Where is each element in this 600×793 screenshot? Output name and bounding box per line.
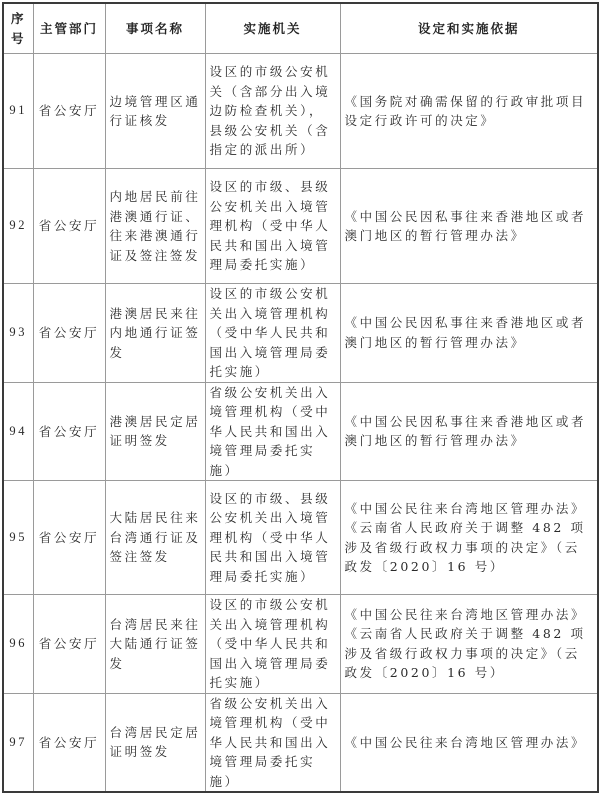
cell-serial-number: 97 [3,693,33,792]
cell-legal-basis [340,481,598,595]
table-header-row [3,3,598,54]
cell-legal-basis [340,595,598,694]
cell-item-name: 港澳居民定居证明签发 [105,382,205,481]
table-row [3,169,598,284]
cell-implementing-agency: 省级公安机关出入境管理机构（受中华人民共和国出入境管理局委托实施） [205,382,340,481]
cell-legal-basis [340,693,598,792]
header-implementing-agency: 实施机关 [205,3,340,54]
cell-item-name: 港澳居民来往内地通行证签发 [105,284,205,383]
header-legal-basis: 设定和实施依据 [340,3,598,54]
legal-basis-line: 《国务院对确需保留的行政审批项目设定行政许可的决定》 [344,93,587,128]
cell-implementing-agency: 设区的市级、县级公安机关出入境管理机构（受中华人民共和国出入境管理局委托实施） [205,169,340,284]
cell-serial-number: 92 [3,169,33,284]
cell-department: 省公安厅 [33,284,105,383]
cell-legal-basis [340,169,598,284]
table-row [3,382,598,481]
cell-legal-basis [340,54,598,169]
legal-basis-line: 《中国公民因私事往来香港地区或者澳门地区的暂行管理办法》 [344,413,587,449]
table-row [3,54,598,169]
cell-implementing-agency: 设区的市级公安机关（含部分出入境边防检查机关），县级公安机关（含指定的派出所） [205,54,340,169]
cell-serial-number: 91 [3,54,33,169]
legal-basis-line: 《中国公民往来台湾地区管理办法》 [344,734,587,750]
table-row [3,284,598,383]
administrative-items-table [2,2,599,793]
legal-basis-line: 《云南省人民政府关于调整 482 项涉及省级行政权力事项的决定》（云政发〔2020〕16 号） [344,520,586,574]
cell-department: 省公安厅 [33,169,105,284]
cell-serial-number: 93 [3,284,33,383]
cell-item-name: 台湾居民来往大陆通行证签发 [105,595,205,694]
cell-legal-basis [340,284,598,383]
legal-basis-line: 《中国公民往来台湾地区管理办法》 [344,500,587,516]
cell-item-name: 边境管理区通行证核发 [105,54,205,169]
table-row [3,595,598,694]
header-department: 主管部门 [33,3,105,54]
cell-department: 省公安厅 [33,595,105,694]
table-row [3,693,598,792]
table-row [3,481,598,595]
cell-serial-number: 96 [3,595,33,694]
cell-implementing-agency: 设区的市级公安机关出入境管理机构（受中华人民共和国出入境管理局委托实施） [205,284,340,383]
cell-implementing-agency: 省级公安机关出入境管理机构（受中华人民共和国出入境管理局委托实施） [205,693,340,792]
cell-implementing-agency: 设区的市级、县级公安机关出入境管理机构（受中华人民共和国出入境管理局委托实施） [205,481,340,595]
cell-serial-number: 95 [3,481,33,595]
cell-serial-number: 94 [3,382,33,481]
cell-item-name: 大陆居民往来台湾通行证及签注签发 [105,481,205,595]
cell-legal-basis [340,382,598,481]
legal-basis-line: 《中国公民因私事往来香港地区或者澳门地区的暂行管理办法》 [344,208,587,243]
cell-item-name: 内地居民前往港澳通行证、往来港澳通行证及签注签发 [105,169,205,284]
legal-basis-line: 《中国公民因私事往来香港地区或者澳门地区的暂行管理办法》 [344,315,587,350]
cell-item-name: 台湾居民定居证明签发 [105,693,205,792]
cell-department: 省公安厅 [33,693,105,792]
cell-department: 省公安厅 [33,54,105,169]
cell-department: 省公安厅 [33,481,105,595]
cell-department: 省公安厅 [33,382,105,481]
legal-basis-line: 《中国公民往来台湾地区管理办法》 [344,606,587,622]
header-item-name: 事项名称 [105,3,205,54]
legal-basis-line: 《云南省人民政府关于调整 482 项涉及省级行政权力事项的决定》（云政发〔2020〕16 号） [344,626,586,681]
header-serial-number: 序号 [3,3,33,54]
cell-implementing-agency: 设区的市级公安机关出入境管理机构（受中华人民共和国出入境管理局委托实施） [205,595,340,694]
